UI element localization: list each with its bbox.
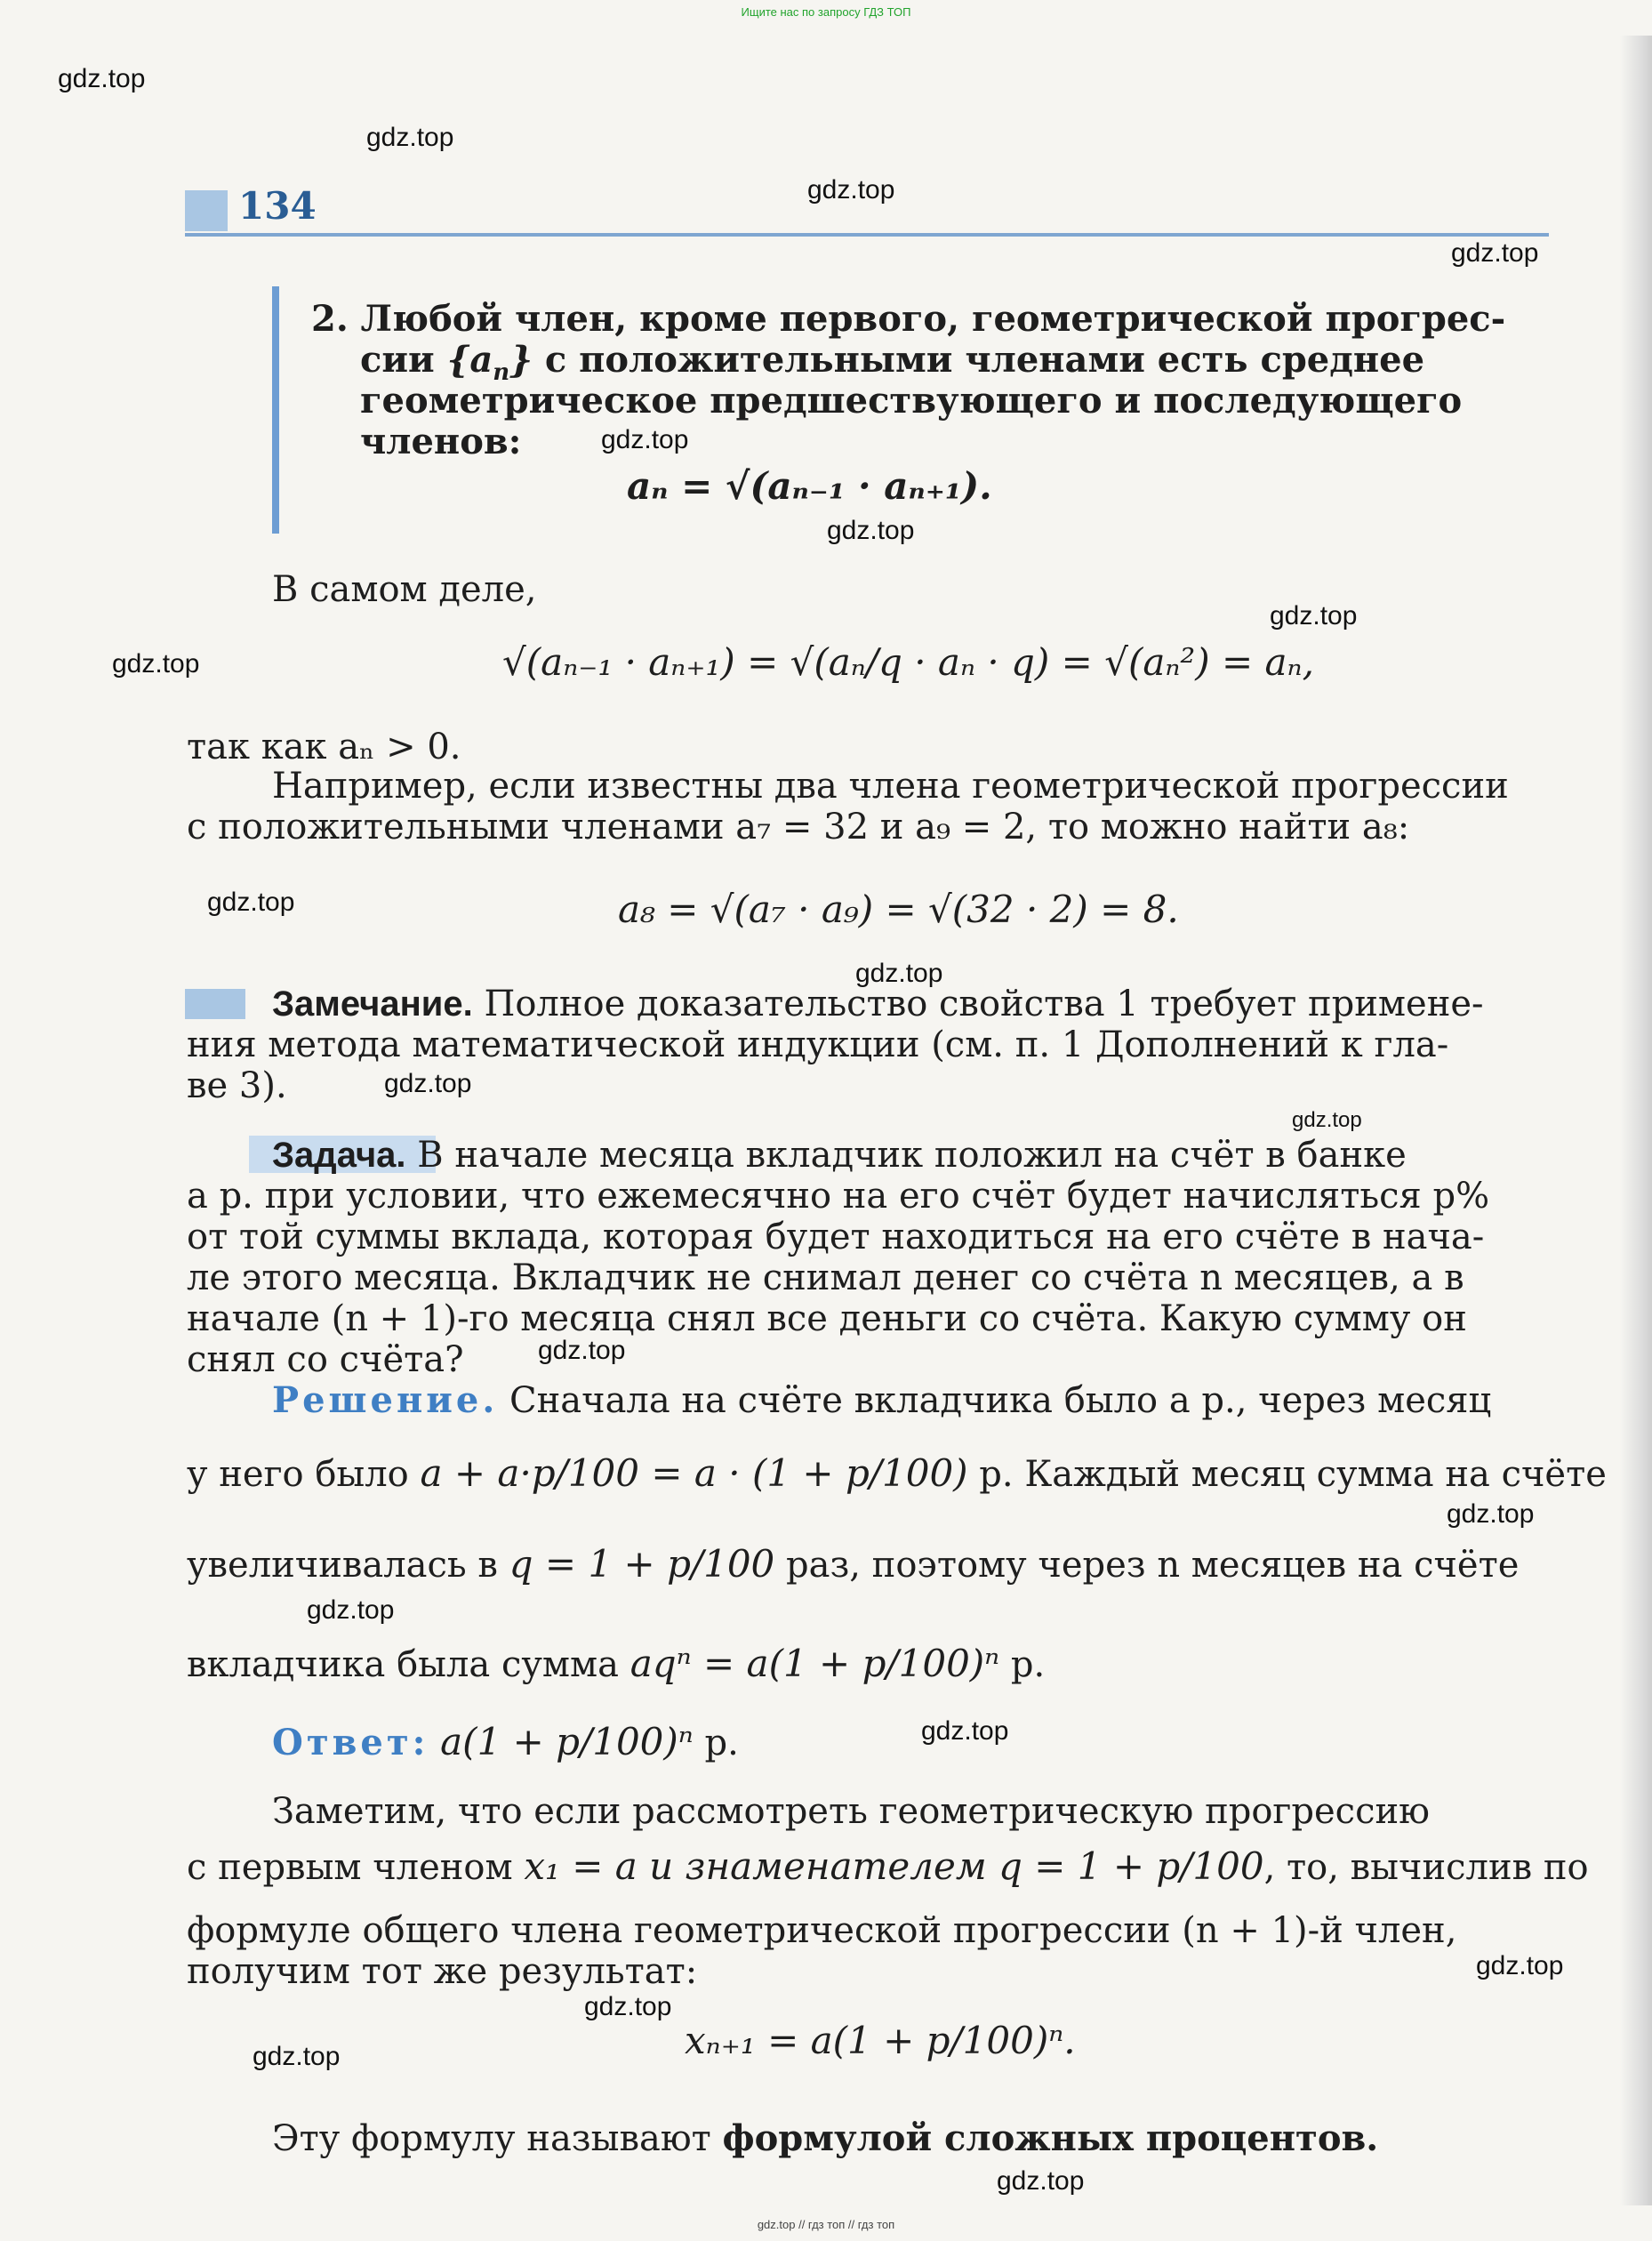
watermark: gdz.top (584, 1992, 672, 2021)
example-line-2: с положительными членами a₇ = 32 и a₉ = 2, то можно найти a₈: (187, 807, 1410, 847)
proof-because: так как aₙ > 0. (187, 727, 461, 767)
watermark: gdz.top (253, 2042, 341, 2071)
answer-line (272, 1722, 739, 1763)
solution-label: Решение. (272, 1379, 499, 1421)
note-label: Замечание. (272, 984, 473, 1024)
task-label: Задача. (272, 1136, 406, 1175)
note-marker (185, 989, 245, 1019)
page-gutter-shadow (1620, 36, 1652, 2205)
solution-line-3: увеличивалась в q = 1 + p/100 раз, поэтому через n месяцев на счёте (187, 1542, 1520, 1586)
solution-line-4: вкладчика была сумма aqⁿ = a(1 + p/100)ⁿ р. (187, 1642, 1046, 1685)
remark-line-1: Заметим, что если рассмотреть геометрическую прогрессию (272, 1791, 1430, 1832)
solution-formula-1: a + a·p/100 = a · (1 + p/100) (420, 1451, 968, 1495)
watermark: gdz.top (307, 1595, 395, 1625)
watermark: gdz.top (997, 2166, 1085, 2196)
note-line-3: ве 3). (187, 1065, 287, 1106)
top-banner: Ищите нас по запросу ГДЗ ТОП (741, 5, 911, 19)
bottom-banner: gdz.top // гдз топ // гдз топ (757, 2218, 895, 2231)
conclusion-line (272, 2118, 1378, 2159)
answer-label: Ответ: (272, 1722, 429, 1763)
watermark: gdz.top (1292, 1108, 1362, 1132)
watermark: gdz.top (58, 64, 146, 93)
task-text-1: В начале месяца вкладчик положил на счёт в банке (417, 1135, 1407, 1176)
conclusion-text: Эту формулу называют (272, 2118, 711, 2159)
remark-line-4: получим тот же результат: (187, 1951, 698, 1992)
watermark: gdz.top (538, 1336, 626, 1365)
task-line-1 (272, 1135, 1407, 1176)
task-line-5: начале (n + 1)-го месяца снял все деньги со счёта. Какую сумму он (187, 1298, 1467, 1339)
remark-formula: xₙ₊₁ = a(1 + p/100)ⁿ. (685, 2019, 1076, 2062)
watermark: gdz.top (807, 175, 895, 205)
proof-intro: В самом деле, (272, 569, 537, 610)
task-line-6: снял со счёта? (187, 1339, 464, 1380)
example-line-1: Например, если известны два члена геометрической прогрессии (272, 766, 1509, 807)
theorem-line-1: 2. Любой член, кроме первого, геометрической прогрес- (311, 298, 1506, 340)
proof-formula: √(aₙ₋₁ · aₙ₊₁) = √(aₙ/q · aₙ · q) = √(aₙ²) = aₙ, (502, 640, 1314, 684)
solution-formula-q: q = 1 + p/100 (509, 1542, 775, 1586)
solution-text-1: Сначала на счёте вкладчика было a р., через месяц (509, 1380, 1492, 1421)
watermark: gdz.top (827, 516, 915, 545)
theorem-line-2-pre: сии (360, 339, 435, 381)
theorem-line-3: геометрическое предшествующего и последующего (360, 380, 1463, 422)
solution-line-2: у него было a + a·p/100 = a · (1 + p/100) р. Каждый месяц сумма на счёте (187, 1451, 1607, 1495)
note-text-1: Полное доказательство свойства 1 требует примене- (484, 984, 1484, 1024)
example-formula: a₈ = √(a₇ · a₉) = √(32 · 2) = 8. (618, 888, 1179, 931)
theorem-formula: aₙ = √(aₙ₋₁ · aₙ₊₁). (627, 464, 992, 508)
remark-formula-1: x₁ = a и знаменателем q = 1 + p/100 (524, 1844, 1264, 1888)
task-line-3: от той суммы вклада, которая будет находиться на его счёте в нача- (187, 1217, 1485, 1257)
solution-line-1 (272, 1380, 1491, 1421)
conclusion-term: формулой сложных процентов. (722, 2117, 1379, 2159)
watermark: gdz.top (207, 888, 295, 917)
theorem-line-2-post: с положительными членами есть среднее (544, 339, 1425, 381)
note-line-2: ния метода математической индукции (см. п. 1 Дополнений к гла- (187, 1024, 1449, 1065)
theorem-bar (272, 286, 279, 534)
watermark: gdz.top (921, 1716, 1009, 1746)
watermark: gdz.top (112, 649, 200, 679)
task-line-4: ле этого месяца. Вкладчик не снимал денег со счёта n месяцев, а в (187, 1257, 1464, 1298)
theorem-sequence: $\{a_n\}$ (446, 339, 533, 386)
watermark: gdz.top (855, 959, 943, 988)
watermark: gdz.top (1447, 1499, 1535, 1529)
task-line-2: a р. при условии, что ежемесячно на его счёт будет начисляться p% (187, 1176, 1490, 1217)
page-number: 134 (238, 184, 317, 228)
watermark: gdz.top (1270, 601, 1358, 631)
watermark: gdz.top (384, 1069, 472, 1098)
watermark: gdz.top (601, 425, 689, 454)
solution-formula-sum: aqⁿ = a(1 + p/100)ⁿ (630, 1642, 1000, 1685)
remark-line-2: с первым членом x₁ = a и знаменателем q = 1 + p/100, то, вычислив по (187, 1844, 1589, 1888)
answer-unit: р. (704, 1723, 739, 1763)
page-header-marker (185, 190, 228, 231)
theorem-line-4: членов: (360, 421, 522, 462)
watermark: gdz.top (1476, 1951, 1564, 1980)
answer-formula: a(1 + p/100)ⁿ (440, 1720, 694, 1763)
header-rule (185, 233, 1549, 237)
note-line-1 (272, 984, 1484, 1024)
watermark: gdz.top (366, 123, 454, 152)
watermark: gdz.top (1451, 238, 1539, 268)
remark-line-3: формуле общего члена геометрической прогрессии (n + 1)-й член, (187, 1910, 1457, 1951)
